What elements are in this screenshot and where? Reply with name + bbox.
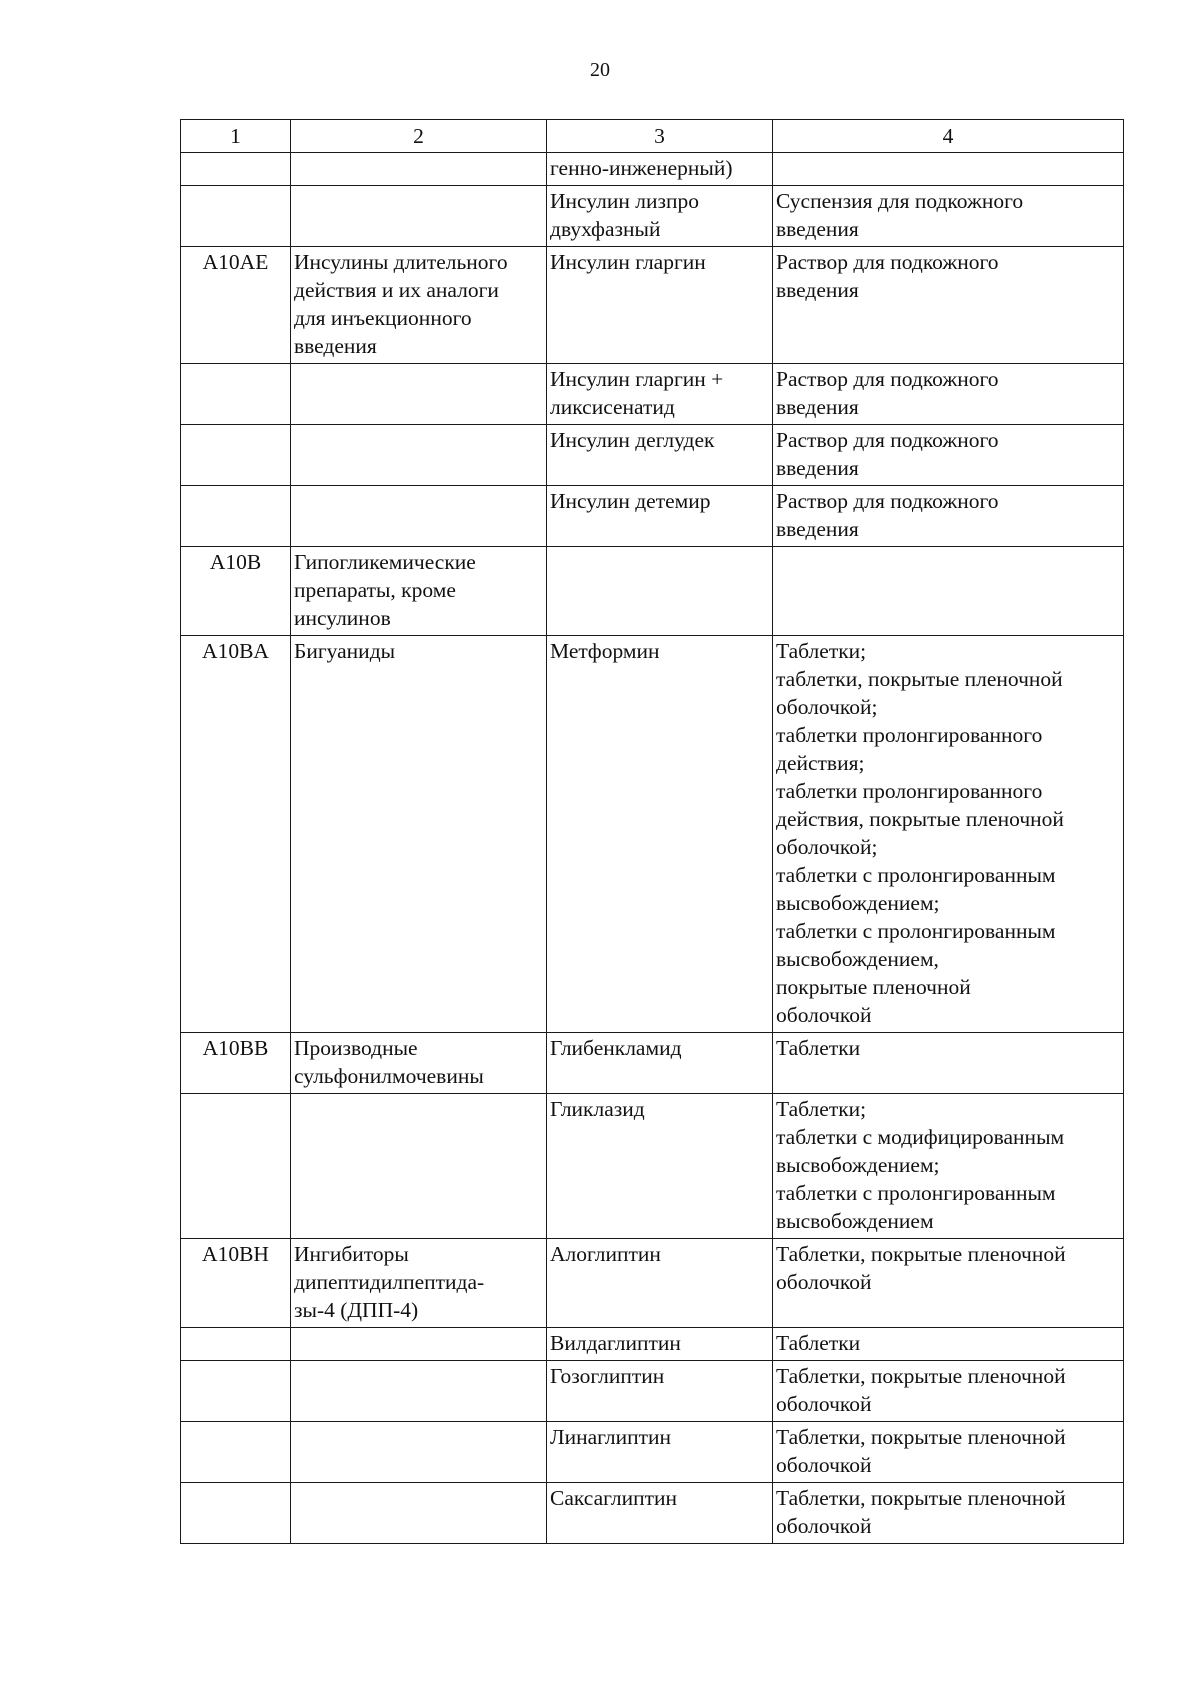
dosage-form-line: оболочкой xyxy=(776,1003,872,1027)
table-row xyxy=(181,1094,1124,1239)
medication-table xyxy=(180,119,1124,1544)
drug-name-line: ликсисенатид xyxy=(550,395,675,419)
table-row xyxy=(181,364,1124,425)
column-number-2: 2 xyxy=(291,120,547,153)
group-name-line: Ингибиторы xyxy=(294,1242,409,1266)
dosage-form-line: Раствор для подкожного xyxy=(776,489,999,513)
drug-name-cell xyxy=(547,486,773,547)
dosage-form-cell xyxy=(773,1361,1124,1422)
table-row xyxy=(181,1483,1124,1544)
atc-code-cell xyxy=(181,1483,291,1544)
drug-name-cell xyxy=(547,1361,773,1422)
dosage-form-line: Раствор для подкожного xyxy=(776,367,999,391)
dosage-form-line: Таблетки, покрытые пленочной xyxy=(776,1242,1066,1266)
drug-name-line: Инсулин детемир xyxy=(550,489,711,513)
table-header-row xyxy=(181,120,1124,153)
column-number-4: 4 xyxy=(773,120,1124,153)
atc-code-cell: A10BH xyxy=(181,1239,291,1328)
dosage-form-line: действия; xyxy=(776,751,865,775)
group-name-cell xyxy=(291,1094,547,1239)
dosage-form-cell xyxy=(773,1483,1124,1544)
group-name-cell xyxy=(291,1033,547,1094)
drug-name-cell xyxy=(547,186,773,247)
dosage-form-line: высвобождением; xyxy=(776,1153,940,1177)
group-name-line: для инъекционного xyxy=(294,306,472,330)
group-name-line: зы-4 (ДПП-4) xyxy=(294,1298,419,1322)
atc-code-cell: A10BB xyxy=(181,1033,291,1094)
group-name-cell xyxy=(291,186,547,247)
group-name-line: введения xyxy=(294,334,377,358)
group-name-cell xyxy=(291,547,547,636)
dosage-form-cell xyxy=(773,425,1124,486)
dosage-form-cell xyxy=(773,1094,1124,1239)
group-name-line: препараты, кроме xyxy=(294,578,456,602)
group-name-cell xyxy=(291,364,547,425)
atc-code-cell: A10BA xyxy=(181,636,291,1033)
group-name-cell xyxy=(291,1422,547,1483)
dosage-form-cell xyxy=(773,247,1124,364)
dosage-form-line: таблетки пролонгированного xyxy=(776,723,1043,747)
atc-code-cell xyxy=(181,425,291,486)
dosage-form-line: введения xyxy=(776,217,859,241)
dosage-form-line: высвобождением, xyxy=(776,947,939,971)
table-row xyxy=(181,425,1124,486)
dosage-form-line: Таблетки, покрытые пленочной xyxy=(776,1486,1066,1510)
group-name-line: Гипогликемические xyxy=(294,550,476,574)
dosage-form-cell xyxy=(773,547,1124,636)
group-name-line: Инсулины длительного xyxy=(294,250,508,274)
table-row xyxy=(181,486,1124,547)
drug-name-cell xyxy=(547,425,773,486)
dosage-form-line: Таблетки; xyxy=(776,639,867,663)
atc-code-cell xyxy=(181,486,291,547)
table-row xyxy=(181,1361,1124,1422)
drug-name-cell xyxy=(547,153,773,186)
drug-name-line: Метформин xyxy=(550,639,660,663)
atc-code-cell xyxy=(181,1422,291,1483)
drug-name-line: Инсулин гларгин + xyxy=(550,367,724,391)
drug-name-cell xyxy=(547,1033,773,1094)
page-number: 20 xyxy=(590,59,610,81)
atc-code-cell xyxy=(181,1361,291,1422)
atc-code-cell xyxy=(181,1094,291,1239)
drug-name-line: Инсулин деглудек xyxy=(550,428,715,452)
drug-name-cell xyxy=(547,1422,773,1483)
drug-name-line: Гозоглиптин xyxy=(550,1364,665,1388)
drug-name-cell xyxy=(547,1328,773,1361)
dosage-form-line: оболочкой xyxy=(776,1514,872,1538)
dosage-form-cell xyxy=(773,1328,1124,1361)
column-number-1: 1 xyxy=(181,120,291,153)
dosage-form-line: таблетки с модифицированным xyxy=(776,1125,1065,1149)
atc-code-cell xyxy=(181,364,291,425)
dosage-form-line: Таблетки; xyxy=(776,1097,867,1121)
group-name-cell xyxy=(291,153,547,186)
table-row xyxy=(181,186,1124,247)
dosage-form-line: Раствор для подкожного xyxy=(776,250,999,274)
drug-name-cell xyxy=(547,247,773,364)
group-name-line: действия и их аналоги xyxy=(294,278,499,302)
table-row xyxy=(181,1328,1124,1361)
column-number-3: 3 xyxy=(547,120,773,153)
dosage-form-line: Суспензия для подкожного xyxy=(776,189,1024,213)
group-name-cell xyxy=(291,1328,547,1361)
drug-name-line: Инсулин гларгин xyxy=(550,250,706,274)
drug-name-line: Инсулин лизпро xyxy=(550,189,699,213)
dosage-form-line: оболочкой; xyxy=(776,695,878,719)
dosage-form-line: таблетки с пролонгированным xyxy=(776,1181,1056,1205)
atc-code-cell: A10B xyxy=(181,547,291,636)
dosage-form-line: оболочкой xyxy=(776,1270,872,1294)
drug-name-line: генно-инженерный) xyxy=(550,156,733,180)
drug-name-cell xyxy=(547,1483,773,1544)
drug-name-line: двухфазный xyxy=(550,217,661,241)
group-name-cell xyxy=(291,486,547,547)
group-name-cell xyxy=(291,1239,547,1328)
table-row xyxy=(181,547,1124,636)
table-row xyxy=(181,1422,1124,1483)
dosage-form-line: высвобождением; xyxy=(776,891,940,915)
dosage-form-line: оболочкой xyxy=(776,1453,872,1477)
table-row xyxy=(181,636,1124,1033)
dosage-form-line: введения xyxy=(776,278,859,302)
group-name-line: сульфонилмочевины xyxy=(294,1064,484,1088)
drug-name-line: Линаглиптин xyxy=(550,1425,672,1449)
drug-name-cell xyxy=(547,636,773,1033)
group-name-cell xyxy=(291,1483,547,1544)
dosage-form-line: оболочкой; xyxy=(776,835,878,859)
group-name-cell xyxy=(291,1361,547,1422)
drug-name-line: Гликлазид xyxy=(550,1097,645,1121)
dosage-form-line: Таблетки, покрытые пленочной xyxy=(776,1425,1066,1449)
dosage-form-line: таблетки с пролонгированным xyxy=(776,863,1056,887)
table-row xyxy=(181,247,1124,364)
dosage-form-cell xyxy=(773,636,1124,1033)
dosage-form-line: таблетки, покрытые пленочной xyxy=(776,667,1063,691)
drug-name-cell xyxy=(547,1239,773,1328)
dosage-form-line: оболочкой xyxy=(776,1392,872,1416)
atc-code-cell: A10AE xyxy=(181,247,291,364)
dosage-form-line: Таблетки xyxy=(776,1331,861,1355)
dosage-form-cell xyxy=(773,1239,1124,1328)
drug-name-line: Вилдаглиптин xyxy=(550,1331,681,1355)
group-name-cell xyxy=(291,425,547,486)
table-row xyxy=(181,153,1124,186)
dosage-form-line: покрытые пленочной xyxy=(776,975,971,999)
dosage-form-cell xyxy=(773,186,1124,247)
dosage-form-line: таблетки пролонгированного xyxy=(776,779,1043,803)
dosage-form-line: действия, покрытые пленочной xyxy=(776,807,1064,831)
dosage-form-line: таблетки с пролонгированным xyxy=(776,919,1056,943)
dosage-form-line: введения xyxy=(776,456,859,480)
group-name-line: инсулинов xyxy=(294,606,391,630)
dosage-form-cell xyxy=(773,153,1124,186)
atc-code-cell xyxy=(181,186,291,247)
table-row xyxy=(181,1239,1124,1328)
drug-name-line: Глибенкламид xyxy=(550,1036,682,1060)
dosage-form-line: Таблетки xyxy=(776,1036,861,1060)
atc-code-cell xyxy=(181,153,291,186)
drug-name-cell xyxy=(547,1094,773,1239)
drug-name-line: Саксаглиптин xyxy=(550,1486,678,1510)
dosage-form-cell xyxy=(773,486,1124,547)
dosage-form-cell xyxy=(773,1033,1124,1094)
dosage-form-line: высвобождением xyxy=(776,1209,934,1233)
atc-code-cell xyxy=(181,1328,291,1361)
group-name-cell xyxy=(291,247,547,364)
group-name-line: Бигуаниды xyxy=(294,639,396,663)
dosage-form-line: Раствор для подкожного xyxy=(776,428,999,452)
dosage-form-line: введения xyxy=(776,517,859,541)
drug-name-line: Алоглиптин xyxy=(550,1242,661,1266)
dosage-form-line: Таблетки, покрытые пленочной xyxy=(776,1364,1066,1388)
drug-name-cell xyxy=(547,364,773,425)
group-name-line: Производные xyxy=(294,1036,418,1060)
dosage-form-line: введения xyxy=(776,395,859,419)
dosage-form-cell xyxy=(773,364,1124,425)
group-name-line: дипептидилпептида- xyxy=(294,1270,485,1294)
table-body xyxy=(181,120,1124,1544)
drug-name-cell xyxy=(547,547,773,636)
table-row xyxy=(181,1033,1124,1094)
dosage-form-cell xyxy=(773,1422,1124,1483)
group-name-cell xyxy=(291,636,547,1033)
